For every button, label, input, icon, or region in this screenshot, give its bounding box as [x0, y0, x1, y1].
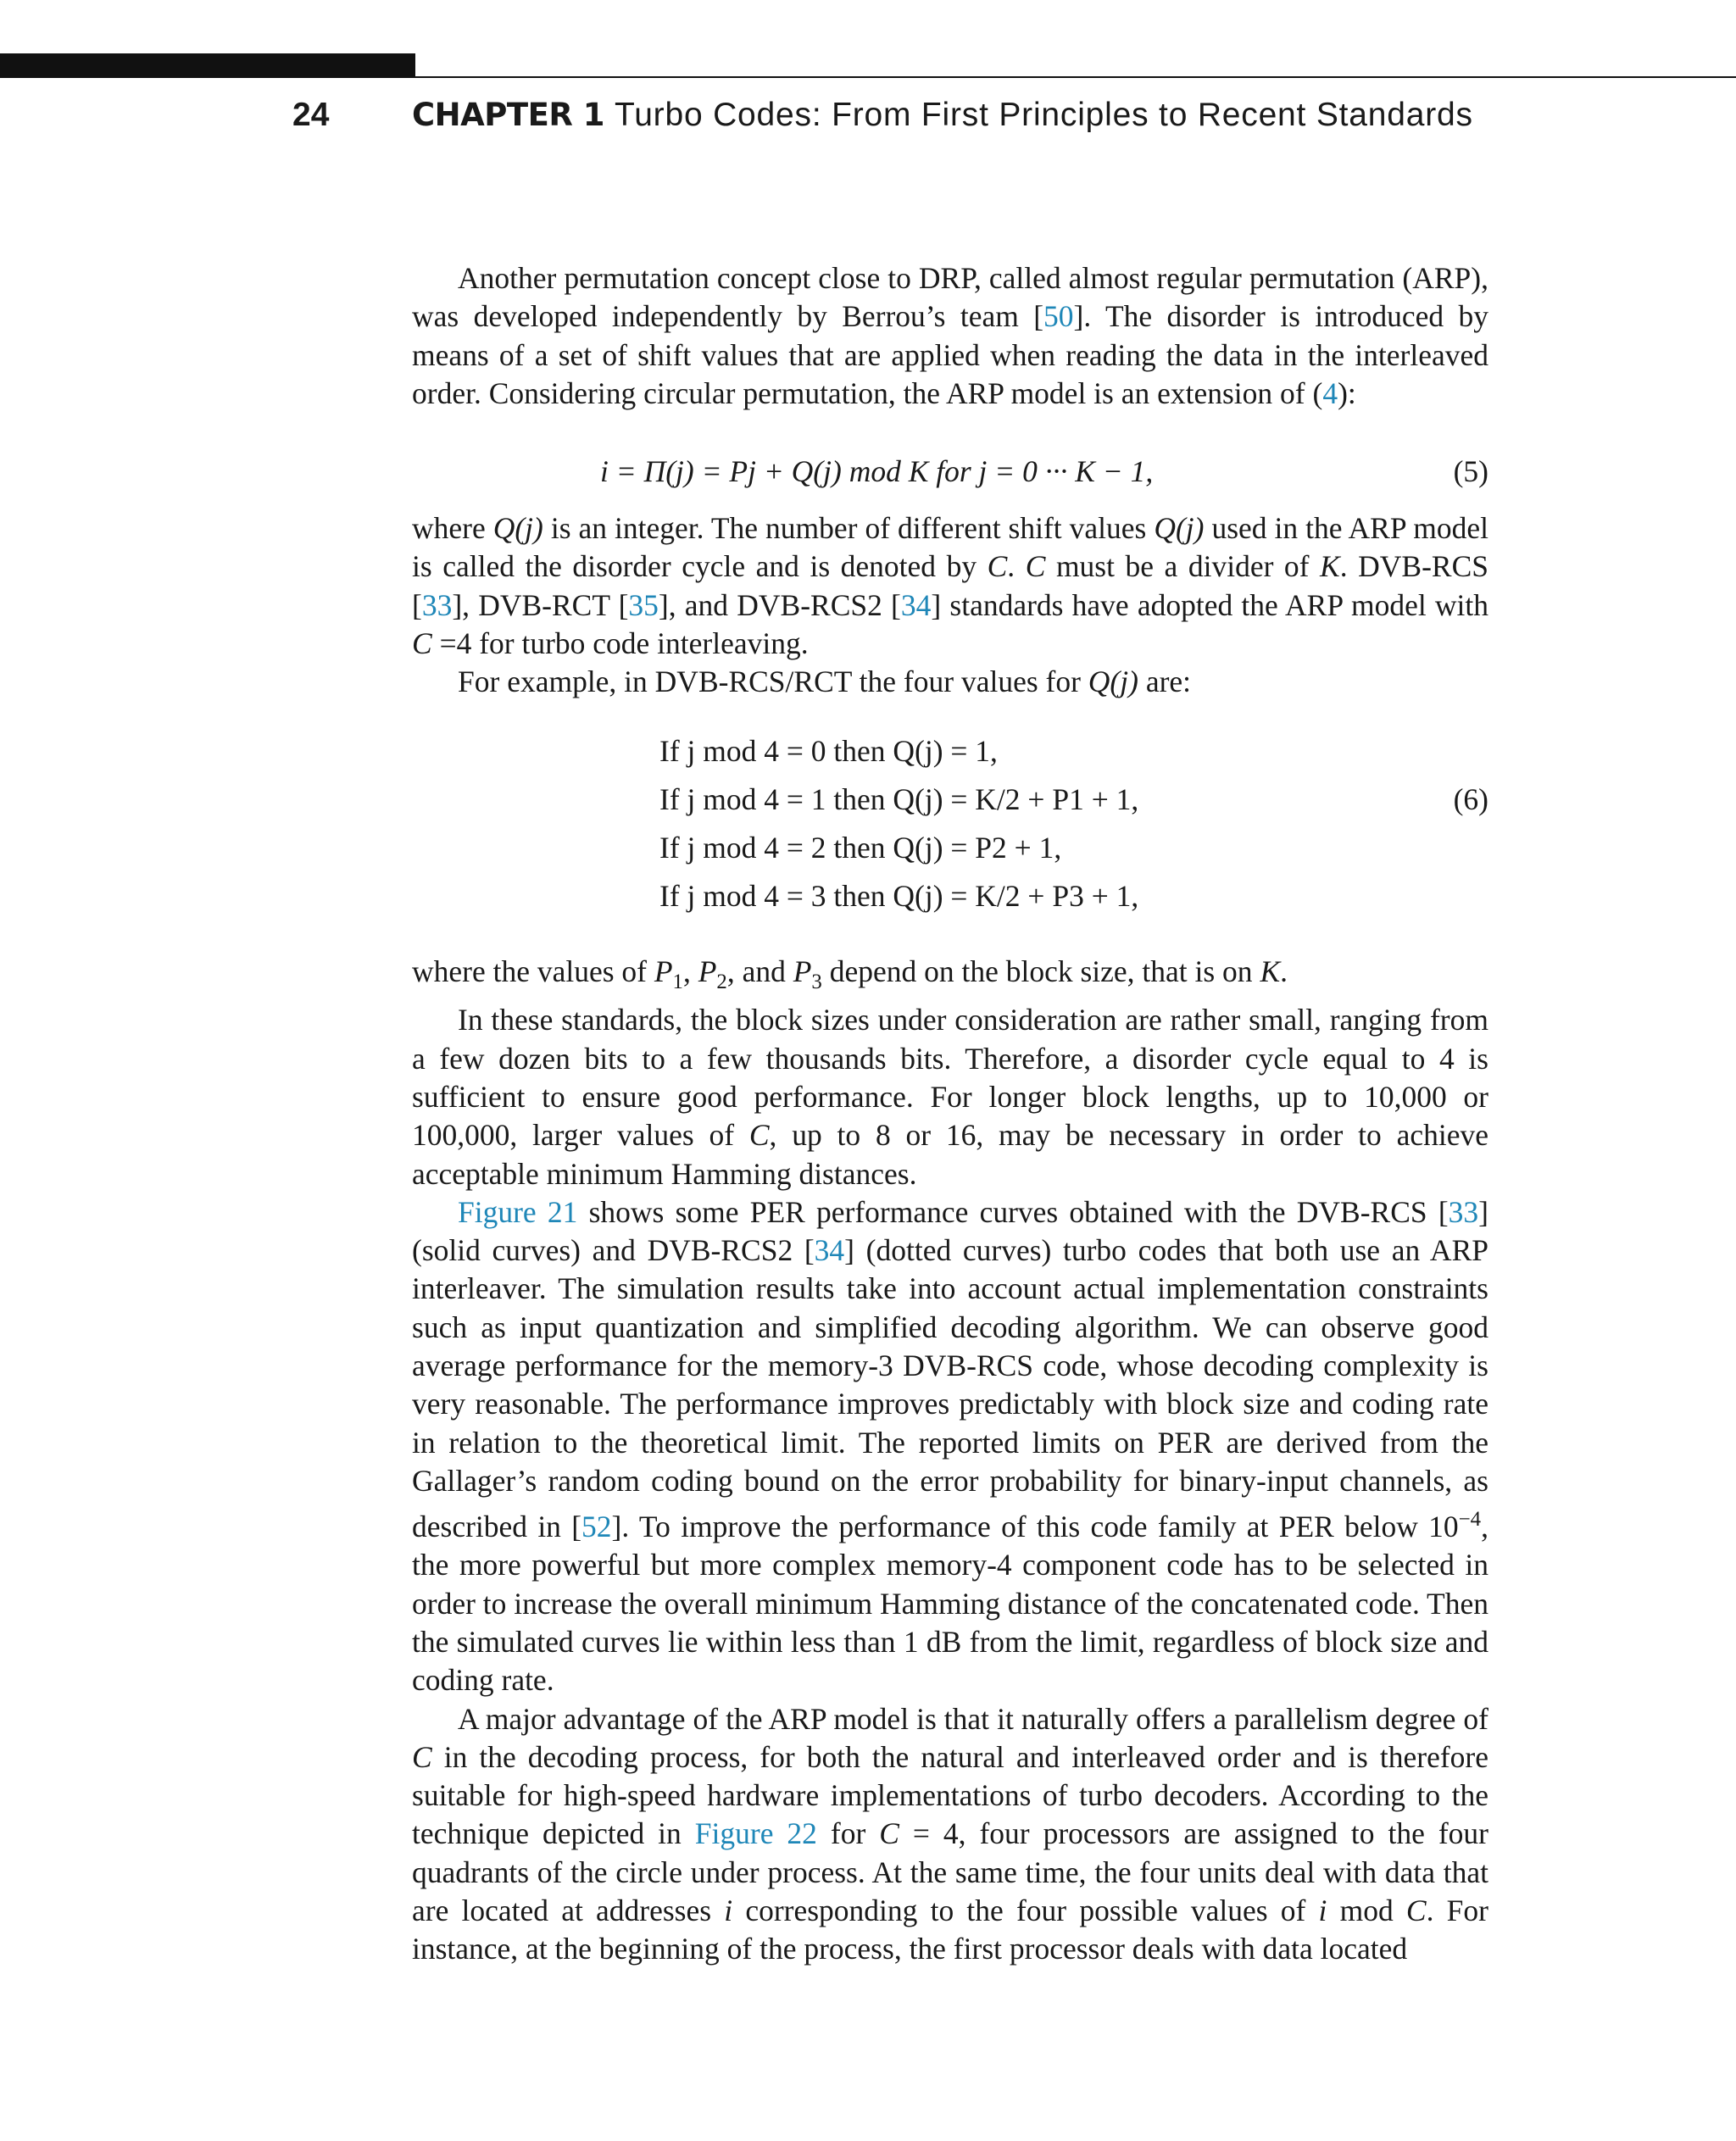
text-run: mod — [1327, 1894, 1406, 1928]
citation-link[interactable]: 35 — [628, 587, 659, 622]
text-run: ], DVB-RCT [ — [452, 587, 629, 622]
text-run: ): — [1338, 375, 1356, 410]
text-run: ]. To improve the performance of this code family at PER below 10 — [611, 1510, 1459, 1544]
text-run: for — [816, 1816, 880, 1851]
text-run: For example, in DVB-RCS/RCT the four values for — [458, 665, 1088, 699]
citation-link[interactable]: 33 — [421, 587, 453, 622]
equation-6-line-1: If j mod 4 = 0 then Q(j) = 1, — [659, 734, 998, 768]
equation-5-number: (5) — [1453, 454, 1488, 488]
citation-link[interactable]: 33 — [1448, 1194, 1479, 1229]
equation-5 — [412, 451, 1488, 492]
text-run: ], and DVB-RCS2 [ — [658, 587, 901, 622]
math-inline: C — [987, 549, 1008, 584]
figure-link[interactable]: Figure 22 — [694, 1816, 817, 1851]
math-inline: K — [1260, 954, 1281, 988]
paragraph-4 — [412, 953, 1488, 1001]
text-run: is an integer. The number of different shift values — [542, 511, 1155, 545]
math-inline: C — [879, 1816, 899, 1851]
text-run: . For instance, at the beginning of the process, the first processor deals with data located — [412, 1894, 1488, 1966]
math-inline: i — [724, 1894, 733, 1928]
header-rule — [415, 76, 1736, 78]
paragraph-7 — [412, 1700, 1488, 1969]
text-run: , — [682, 954, 698, 988]
text-run: , and — [726, 954, 793, 988]
text-block-1 — [412, 259, 1488, 413]
page-number: 24 — [292, 97, 330, 133]
chapter-label: CHAPTER 1 — [412, 97, 605, 133]
text-run: are: — [1138, 665, 1192, 699]
equation-6-number: (6) — [1453, 782, 1488, 816]
text-block-3 — [412, 953, 1488, 1969]
text-run: Another permutation concept close to DRP, called almost regular permutation (ARP), was developed independently by Berrou’s team [ — [412, 261, 1488, 334]
math-inline: C — [412, 626, 432, 660]
subscript: 2 — [716, 970, 727, 994]
equation-6-line-3: If j mod 4 = 2 then Q(j) = P2 + 1, — [659, 831, 1062, 865]
text-run: used in the ARP model is called the disorder cycle and is denoted by — [412, 511, 1489, 584]
paragraph-5 — [412, 1001, 1488, 1193]
text-run: ] (solid curves) and DVB-RCS2 [ — [412, 1194, 1488, 1268]
citation-link[interactable]: 34 — [900, 587, 932, 622]
paragraph-1 — [412, 259, 1488, 413]
text-run: =4 for turbo code interleaving. — [431, 626, 809, 660]
text-run: in the decoding process, for both the natural and interleaved order and is therefore suitable for high-speed hardware implementations of turbo decoders. According to the technique depicted in — [412, 1739, 1488, 1851]
math-inline: Q(j) — [1088, 665, 1138, 699]
text-run: In these standards, the block sizes under consideration are rather small, ranging from a few dozen bits to a few thousands bits. Therefore, a disorder cycle equal to 4 is sufficient to ensure good performance. For longer block lengths, up to 10,000 or 100,000, larger values of — [412, 1003, 1488, 1153]
math-inline: Q(j) — [1154, 511, 1205, 545]
citation-link[interactable]: 50 — [1043, 299, 1074, 334]
subscript: 1 — [672, 970, 683, 994]
math-inline: C — [748, 1118, 770, 1153]
text-run: , up to 8 or 16, may be necessary in order to achieve acceptable minimum Hamming distances. — [412, 1118, 1488, 1191]
equation-6-line-2: If j mod 4 = 1 then Q(j) = K/2 + P1 + 1, — [659, 782, 1139, 816]
paragraph-2 — [412, 509, 1488, 663]
text-run: corresponding to the four possible values of — [732, 1894, 1319, 1928]
running-head — [412, 93, 1473, 137]
text-run: where — [412, 511, 493, 545]
math-inline: K — [1320, 549, 1340, 584]
text-run: . DVB-RCS [ — [412, 549, 1488, 622]
text-run: A major advantage of the ARP model is that it naturally offers a parallelism degree of — [458, 1701, 1488, 1736]
text-run: = 4, four processors are assigned to the four quadrants of the circle under process. At the same time, the four units deal with data that are located at addresses — [412, 1816, 1488, 1928]
equation-6-line-4: If j mod 4 = 3 then Q(j) = K/2 + P3 + 1, — [659, 879, 1139, 913]
equation-link[interactable]: 4 — [1322, 375, 1338, 410]
text-run: shows some PER performance curves obtained with the DVB-RCS [ — [577, 1194, 1449, 1229]
text-run: . — [1280, 954, 1288, 988]
math-inline: i — [1318, 1894, 1327, 1928]
superscript: −4 — [1458, 1508, 1482, 1532]
header-bar — [0, 53, 415, 78]
subscript: 3 — [811, 970, 822, 994]
citation-link[interactable]: 52 — [581, 1510, 612, 1544]
math-inline: P — [654, 954, 673, 988]
citation-link[interactable]: 34 — [814, 1233, 845, 1268]
math-inline: P — [698, 954, 717, 988]
text-block-2 — [412, 509, 1488, 701]
equation-6 — [412, 731, 1488, 926]
figure-link[interactable]: Figure 21 — [458, 1194, 578, 1229]
text-run: where the values of — [412, 954, 654, 988]
paragraph-3 — [412, 663, 1488, 701]
text-run: , the more powerful but more complex memory-4 component code has to be selected in order to increase the overall minimum Hamming distance of the concatenated code. Then the simulated curves lie within less than 1 dB from the limit, regardless of block size and coding rate. — [412, 1510, 1488, 1698]
text-run: ] standards have adopted the ARP model with — [931, 587, 1488, 622]
chapter-title: Turbo Codes: From First Principles to Recent Standards — [615, 97, 1473, 133]
math-inline: P — [793, 954, 812, 988]
math-inline: C — [1405, 1894, 1427, 1928]
text-run: ]. The disorder is introduced by means of a set of shift values that are applied when reading the data in the interleaved order. Considering circular permutation, the ARP model is an extension of ( — [412, 299, 1488, 410]
text-run: must be a divider of — [1045, 549, 1321, 584]
text-run: depend on the block size, that is on — [821, 954, 1260, 988]
paragraph-6 — [412, 1193, 1488, 1700]
text-run: ] (dotted curves) turbo codes that both use an ARP interleaver. The simulation results take into account actual implementation constraints such as input quantization and simplified decoding algorithm. We can observe good average performance for the memory-3 DVB-RCS code, whose decoding complexity is very reasonable. The performance improves predictably with block size and coding rate in relation to the theoretical limit. The reported limits on PER are derived from the Gallager’s random coding bound on the error probability for binary-input channels, as described in [ — [412, 1233, 1488, 1544]
math-inline: C — [1025, 549, 1046, 584]
math-inline: Q(j) — [492, 511, 543, 545]
equation-5-expression: i = Π(j) = Pj + Q(j) mod K for j = 0 ··· K − 1, — [600, 454, 1154, 488]
text-run: . — [1007, 549, 1026, 584]
math-inline: C — [412, 1739, 432, 1774]
